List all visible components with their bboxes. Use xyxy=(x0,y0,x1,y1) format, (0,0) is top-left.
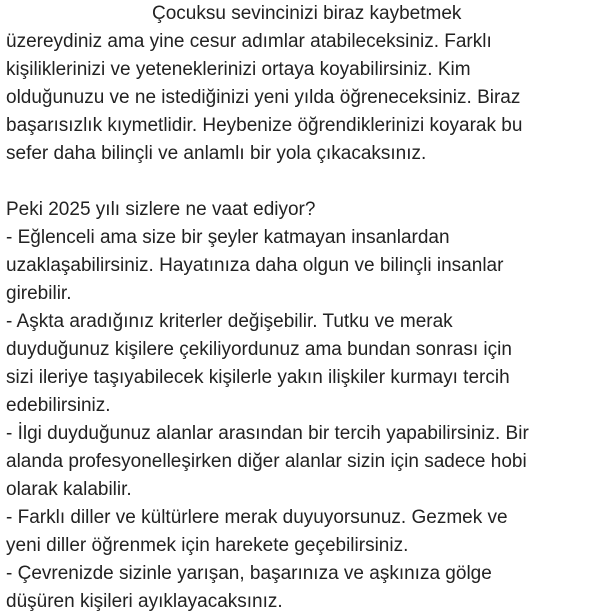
text-line: uzaklaşabilirsiniz. Hayatınıza daha olgun ve bilinçli insanlar xyxy=(6,255,504,276)
question-line: Peki 2025 yılı sizlere ne vaat ediyor? xyxy=(6,199,316,220)
text-line: duyduğunuz kişilere çekiliyordunuz ama bundan sonrası için xyxy=(6,339,512,360)
document-body xyxy=(6,0,596,616)
list-item xyxy=(6,560,596,616)
intro-paragraph xyxy=(6,0,596,168)
text-line: girebilir. xyxy=(6,283,72,304)
text-line: - Farklı diller ve kültürlere merak duyuyorsunuz. Gezmek ve xyxy=(6,507,508,528)
text-line: - Çevrenizde sizinle yarışan, başarınıza ve aşkınıza gölge xyxy=(6,563,492,584)
list-item xyxy=(6,504,596,560)
text-line: alanda profesyonelleşirken diğer alanlar sizin için sadece hobi xyxy=(6,451,527,472)
list-item xyxy=(6,308,596,420)
text-line: üzereydiniz ama yine cesur adımlar atabileceksiniz. Farklı xyxy=(6,31,492,52)
text-line: olarak kalabilir. xyxy=(6,479,132,500)
text-line: - Aşkta aradığınız kriterler değişebilir. Tutku ve merak xyxy=(6,311,453,332)
text-line: olduğunuzu ve ne istediğinizi yeni yılda öğreneceksiniz. Biraz xyxy=(6,87,521,108)
text-line: Çocuksu sevincinizi biraz kaybetmek xyxy=(152,3,462,24)
text-line: - İlgi duyduğunuz alanlar arasından bir tercih yapabilirsiniz. Bir xyxy=(6,423,529,444)
text-line: edebilirsiniz. xyxy=(6,395,111,416)
list-item xyxy=(6,420,596,504)
text-line: kişiliklerinizi ve yeteneklerinizi ortaya koyabilirsiniz. Kim xyxy=(6,59,471,80)
text-line: sizi ileriye taşıyabilecek kişilerle yakın ilişkiler kurmayı tercih xyxy=(6,367,510,388)
text-line: - Eğlenceli ama size bir şeyler katmayan insanlardan xyxy=(6,227,450,248)
text-line: başarısızlık kıymetlidir. Heybenize öğrendiklerinizi koyarak bu xyxy=(6,115,523,136)
paragraph-spacer xyxy=(6,168,596,196)
list-item xyxy=(6,224,596,308)
text-line: düşüren kişileri ayıklayacaksınız. xyxy=(6,591,283,612)
text-line: yeni diller öğrenmek için harekete geçebilirsiniz. xyxy=(6,535,409,556)
text-line: sefer daha bilinçli ve anlamlı bir yola çıkacaksınız. xyxy=(6,143,427,164)
